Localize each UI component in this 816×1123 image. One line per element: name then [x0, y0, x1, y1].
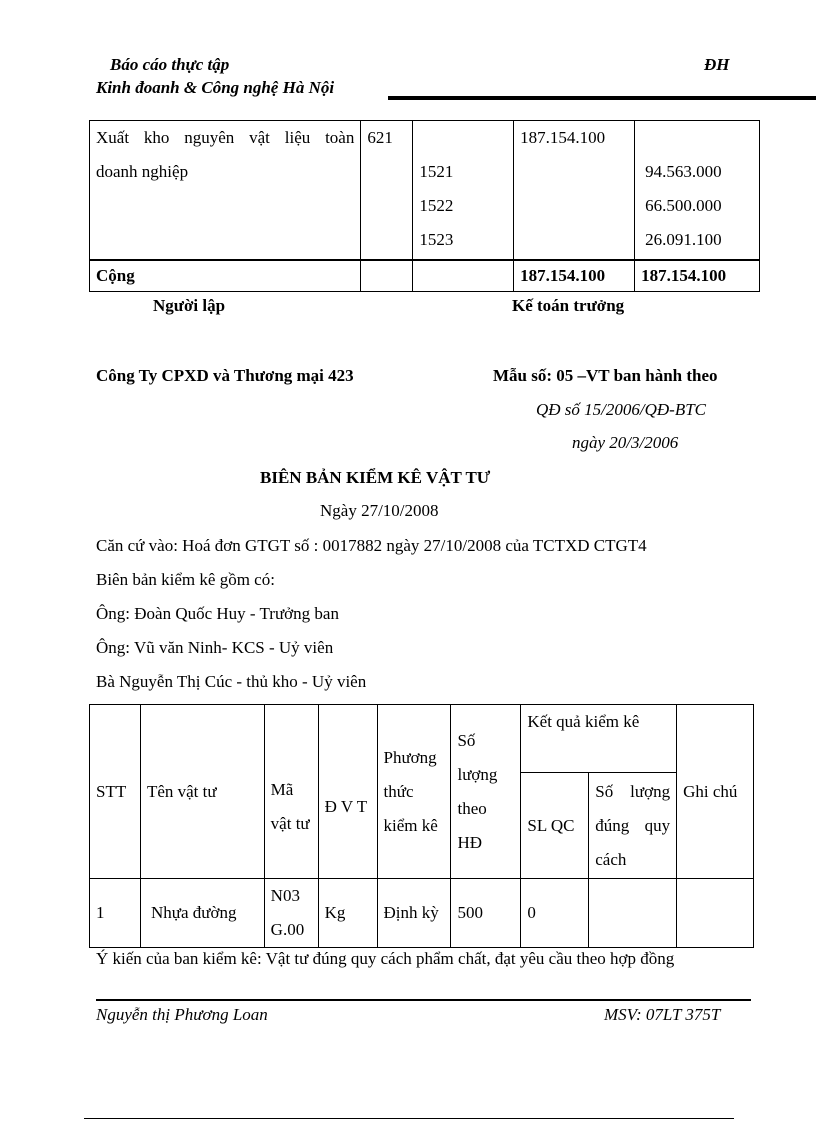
report-title: Báo cáo thực tập: [110, 55, 230, 74]
header-stt: STT: [90, 705, 141, 879]
total-credit: 187.154.100: [635, 260, 760, 292]
company-name: Công Ty CPXD và Thương mại 423: [96, 366, 354, 385]
row-stt: 1: [90, 879, 141, 948]
row-unit: Kg: [318, 879, 377, 948]
header-dh: ĐH: [704, 55, 730, 74]
row-qty: 500: [451, 879, 521, 948]
document-title: BIÊN BẢN KIỂM KÊ VẬT TƯ: [260, 468, 491, 487]
footer-author: Nguyễn thị Phương Loan: [96, 1005, 268, 1024]
members-intro: Biên bản kiểm kê gồm có:: [96, 570, 275, 589]
row-sl-ok: [589, 879, 677, 948]
preparer-label: Người lập: [153, 296, 226, 315]
row-note: [677, 879, 754, 948]
member-2: Ông: Vũ văn Ninh- KCS - Uỷ viên: [96, 638, 334, 657]
credit-amounts: 94.563.000 66.500.000 26.091.100: [635, 121, 760, 260]
header-sl-ok: Số lượng đúng quy cách: [589, 773, 677, 879]
row-sl-qc: 0: [521, 879, 589, 948]
committee-opinion: Ý kiến của ban kiểm kê: Vật tư đúng quy cách phẩm chất, đạt yêu cầu theo hợp đồng: [96, 949, 675, 968]
header-result: Kết quả kiểm kê: [521, 705, 677, 773]
footer-msv: MSV: 07LT 375T: [604, 1005, 721, 1024]
basis-line: Căn cứ vào: Hoá đơn GTGT số : 0017882 ngày 27/10/2008 của TCTXD CTGT4: [96, 536, 647, 555]
header-rule: [388, 96, 816, 100]
document-date: Ngày 27/10/2008: [320, 501, 439, 520]
header-note: Ghi chú: [677, 705, 754, 879]
inventory-table: [89, 704, 754, 948]
row-code: N03 G.00: [264, 879, 318, 948]
form-date: ngày 20/3/2006: [572, 433, 679, 452]
school-name: Kinh đoanh & Công nghệ Hà Nội: [96, 78, 335, 97]
header-name: Tên vật tư: [140, 705, 264, 879]
bottom-rule: [84, 1118, 734, 1119]
debit-amount: 187.154.100: [514, 121, 635, 260]
footer-rule: [96, 999, 751, 1001]
member-1: Ông: Đoàn Quốc Huy - Trưởng ban: [96, 604, 339, 623]
credit-accounts: 1521 1522 1523: [413, 121, 514, 260]
header-unit: Đ V T: [318, 705, 377, 879]
accountant-label: Kế toán trưởng: [512, 296, 625, 315]
journal-table: [89, 120, 760, 292]
header-method: Phương thức kiểm kê: [377, 705, 451, 879]
row-name: Nhựa đường: [140, 879, 264, 948]
row-method: Định kỳ: [377, 879, 451, 948]
entry-description: Xuất kho nguyên vật liệu toàn doanh nghiệp: [90, 121, 361, 260]
member-3: Bà Nguyễn Thị Cúc - thủ kho - Uỷ viên: [96, 672, 367, 691]
debit-account: 621: [361, 121, 413, 260]
header-qty: Số lượng theo HĐ: [451, 705, 521, 879]
total-label: Cộng: [90, 260, 361, 292]
total-debit: 187.154.100: [514, 260, 635, 292]
header-code: Mã vật tư: [264, 705, 318, 879]
header-sl-qc: SL QC: [521, 773, 589, 879]
form-number: Mẫu số: 05 –VT ban hành theo: [493, 366, 718, 385]
form-decision: QĐ số 15/2006/QĐ-BTC: [536, 400, 707, 419]
